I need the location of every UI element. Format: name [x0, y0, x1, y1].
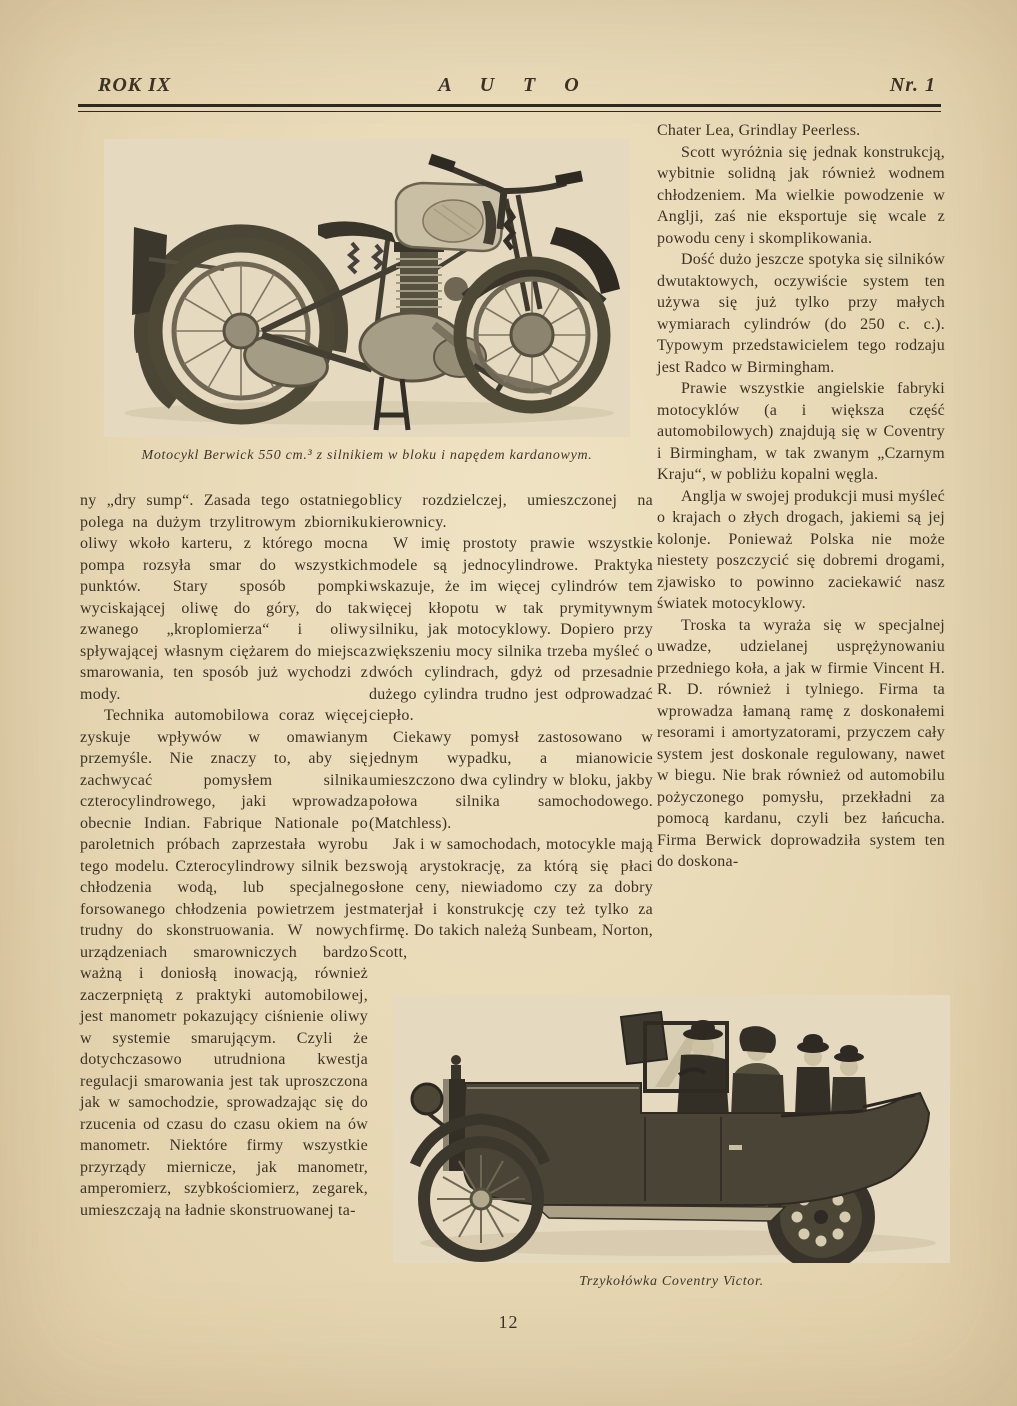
motorcycle-illustration [104, 139, 630, 437]
paragraph-left-1: ny „dry sump“. Zasada tego ostatniego polega na dużym trzylitrowym zbiorniku oliwy wkoło karteru, z którego mocna pompa rozsyła smar do wszystkich punktów. Stary sposób pompki wyciskającej oliwę do góry, do tak zwanego „kroplomierza“ i oliwy spływającej własnym ciężarem do miejsca smarowania, ten sposób już wychodzi z mody. [80, 492, 368, 703]
paragraph-left-2: Technika automobilowa coraz więcej zyskuje wpływów w omawianym przemyśle. Nie znaczy to, aby się zachwycać pomysłem silnika czterocylindrowego, jaki wprowadza obecnie Indian. Fabrique Nationale po paroletnich próbach zaprzestała wyrobu tego modelu. Czterocylindrowy silnik bez chłodzenia wodą, lub specjalnego forsowanego chłodzenia powietrzem jest trudny do skonstruowania. W nowych urządzeniach smarowniczych bardzo ważną i doniosłą inowacją, również zaczerpniętą z praktyki automobilowej, jest manometr pokazujący ciśnienie oliwy w systemie smarującym. Czyli że dotychczasowo utrudniona kwestja regulacji smarowania jest tak uproszczona jak w samochodzie, sprowadzając się do rzucenia od czasu do czasu okiem na ów manometr. Niektóre firmy wszystkie przyrządy miernicze, jak manometr, amperomierz, szybkościomierz, zegarek, umieszczają na ładnie skonstruowanej ta- [80, 707, 368, 1219]
paragraph-right-6: Troska ta wyraża się w specjalnej uwadze, udzielanej usprężynowaniu przedniego koła, a jak w firmie Vincent H. R. D. również i tylniego. Firma ta wprowadza łamaną ramę z doskonałemi resorami i amortyzatorami, przyczem cały system jest doskonale regulowany, nawet w biegu. Nie brak również od automobilu pożyczonego pomysłu, przekładni za pomocą kardanu, czyli bez łańcucha. Firma Berwick doprowadziła system ten do doskona- [657, 616, 945, 870]
column-right [657, 120, 945, 873]
motorcycle-figure [104, 139, 630, 465]
page-footer [0, 1312, 1017, 1333]
tricar-caption: Trzykołówka Coventry Victor. [579, 1274, 764, 1289]
tricar-figure [393, 995, 950, 1291]
paragraph-right-3: Dość dużo jeszcze spotyka się silników dwutaktowych, oczywiście system ten używa się już tylko przy małych wymiarach cylindrów (do 250 c. c.). Typowym przedstawicielem tego rodzaju jest Radco w Birmingham. [657, 251, 945, 376]
paragraph-right-5: Anglja w swojej produkcji musi myśleć o krajach o złych drogach, jakiemi są jej kolonje. Ponieważ Polska nie może niestety poszczycić się dobremi drogami, zjawisko to powinno zaciekawić nasz światek motocyklowy. [657, 487, 945, 612]
motorcycle-photo [104, 139, 630, 437]
masthead-rule [78, 104, 941, 112]
tricar-illustration [393, 995, 950, 1263]
paragraph-middle-2: W imię prostoty prawie wszystkie modele są jednocylindrowe. Praktyka wskazuje, że im więcej cylindrów tem więcej kłopotu w tak prymitywnym silniku, jak motocyklowy. Dopiero przy zwiększeniu mocy silnika trzeba myśleć o dwóch cylindrach, gdyż od przesadnie dużego cylindra trudno jest odprowadzać ciepło. [369, 535, 653, 724]
motorcycle-caption: Motocykl Berwick 550 cm.³ z silnikiem w bloku i napędem kardanowym. [141, 448, 593, 463]
column-middle [369, 490, 653, 963]
masthead-issue: Nr. 1 [889, 74, 936, 96]
column-left [80, 490, 368, 1221]
masthead-year: ROK IX [98, 74, 172, 96]
paragraph-middle-1: blicy rozdzielczej, umieszczonej na kierownicy. [369, 492, 653, 531]
masthead-title: A U T O [438, 74, 582, 96]
paragraph-middle-3: Ciekawy pomysł zastosowano w jednym wypadku, a mianowicie umieszczono dwa cylindry w bloku, jakby połowa silnika samochodowego. (Matchless). [369, 728, 653, 832]
paragraph-right-4: Prawie wszystkie angielskie fabryki motocyklów (a i większa część automobilowych) znajdują się w Coventry i Birmingham, w tak zwanym „Czarnym Kraju“, w pobliżu kopalni węgla. [657, 380, 945, 483]
masthead [80, 74, 940, 100]
paragraph-middle-4: Jak i w samochodach, motocykle mają swoją arystokrację, za którą się płaci słone ceny, niewiadomo czy za dobry materjał i konstrukcję czy też tylko za firmę. Do takich należą Sunbeam, Norton, Scott, [369, 836, 653, 961]
tricar-photo [393, 995, 950, 1263]
paragraph-right-1: Chater Lea, Grindlay Peerless. [657, 122, 861, 139]
paragraph-right-2: Scott wyróżnia się jednak konstrukcją, wybitnie solidną jak również wodnem chłodzeniem. Ma wielkie powodzenie w Anglji, zaś nie eksportuje się wcale z powodu ceny i skomplikowania. [657, 143, 945, 247]
page-number: 12 [498, 1312, 519, 1332]
